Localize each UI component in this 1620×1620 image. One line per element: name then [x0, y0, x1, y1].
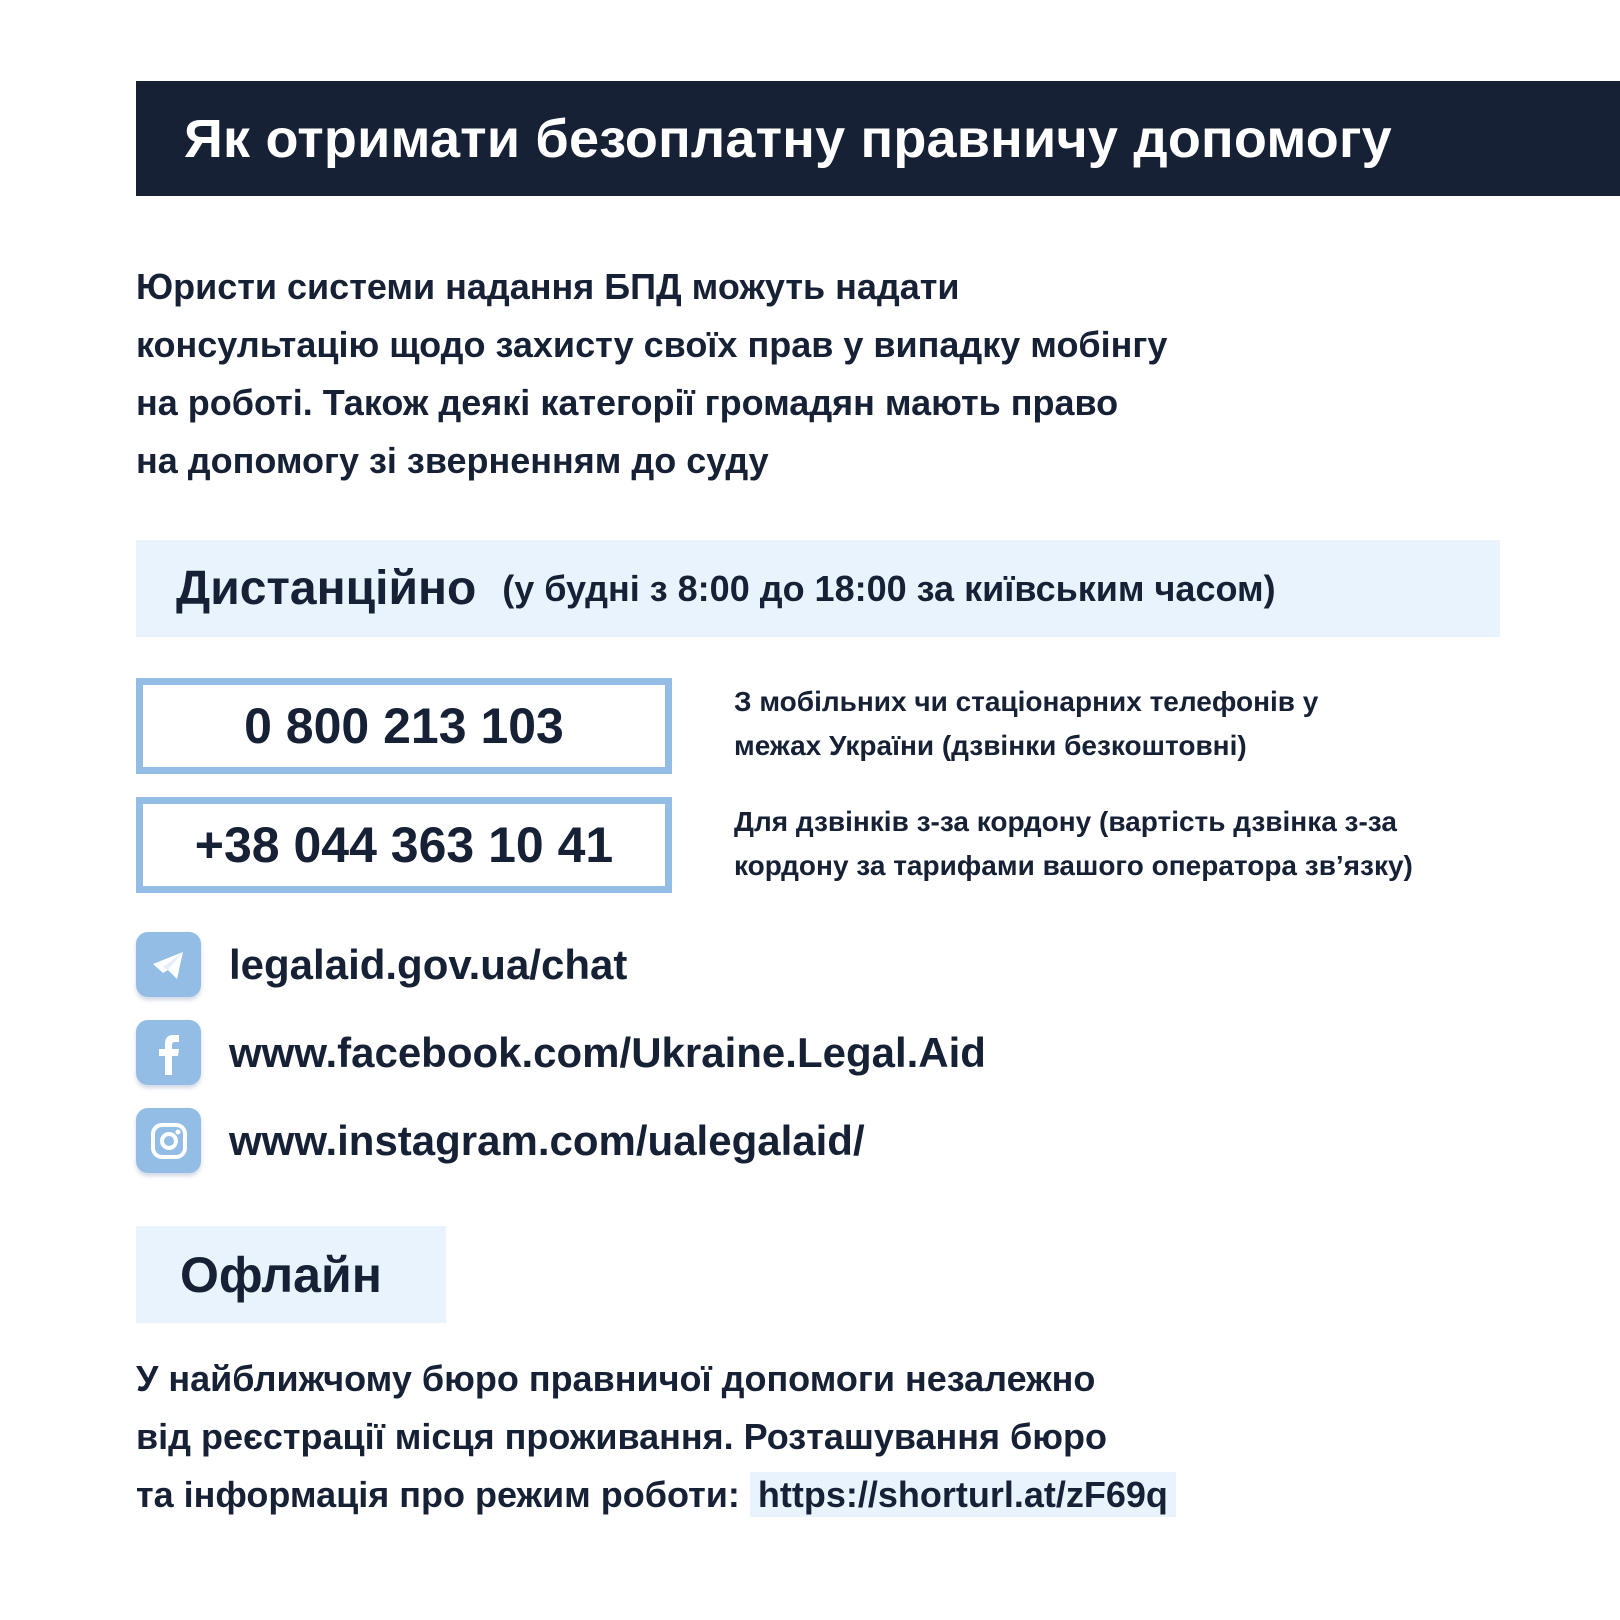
- bureau-locator-link[interactable]: https://shorturl.at/zF69q: [750, 1472, 1176, 1517]
- social-link-text[interactable]: www.instagram.com/ualegalaid/: [229, 1116, 865, 1164]
- telegram-icon: [136, 932, 201, 997]
- phone-number-international[interactable]: +38 044 363 10 41: [136, 797, 672, 893]
- facebook-icon: [136, 1020, 201, 1085]
- description-line: межах України (дзвінки безкоштовні): [734, 730, 1247, 761]
- intro-line: на роботі. Також деякі категорії громадян мають право: [136, 382, 1119, 423]
- offline-line: [136, 1466, 1536, 1524]
- remote-section-header: [136, 540, 1500, 637]
- intro-paragraph: [136, 258, 1436, 490]
- offline-line: У найближчому бюро правничої допомоги незалежно: [136, 1358, 1096, 1399]
- offline-line-text: та інформація про режим роботи:: [136, 1474, 750, 1515]
- social-link-facebook[interactable]: [136, 1020, 986, 1085]
- offline-title: Офлайн: [180, 1246, 382, 1303]
- intro-line: консультацію щодо захисту своїх прав у випадку мобінгу: [136, 324, 1168, 365]
- instagram-icon: [136, 1108, 201, 1173]
- social-link-text[interactable]: www.facebook.com/Ukraine.Legal.Aid: [229, 1028, 986, 1076]
- offline-line: від реєстрації місця проживання. Розташування бюро: [136, 1416, 1108, 1457]
- remote-title: Дистанційно: [176, 562, 477, 615]
- remote-hours: (у будні з 8:00 до 18:00 за київським часом): [502, 567, 1276, 609]
- description-line: З мобільних чи стаціонарних телефонів у: [734, 686, 1319, 717]
- offline-paragraph: [136, 1350, 1536, 1524]
- description-line: кордону за тарифами вашого оператора зв’язку): [734, 850, 1413, 881]
- phone-description-international: [734, 800, 1413, 888]
- description-line: Для дзвінків з-за кордону (вартість дзвінка з-за: [734, 806, 1397, 837]
- phone-number-domestic[interactable]: 0 800 213 103: [136, 678, 672, 774]
- page-title: Як отримати безоплатну правничу допомогу: [184, 108, 1392, 169]
- offline-section-header: [136, 1226, 446, 1323]
- social-link-instagram[interactable]: [136, 1108, 865, 1173]
- intro-line: на допомогу зі зверненням до суду: [136, 440, 769, 481]
- intro-line: Юристи системи надання БПД можуть надати: [136, 266, 960, 307]
- social-link-text[interactable]: legalaid.gov.ua/chat: [229, 940, 628, 988]
- phone-description-domestic: [734, 680, 1318, 768]
- social-link-telegram[interactable]: [136, 932, 627, 997]
- header-bar: [136, 81, 1620, 196]
